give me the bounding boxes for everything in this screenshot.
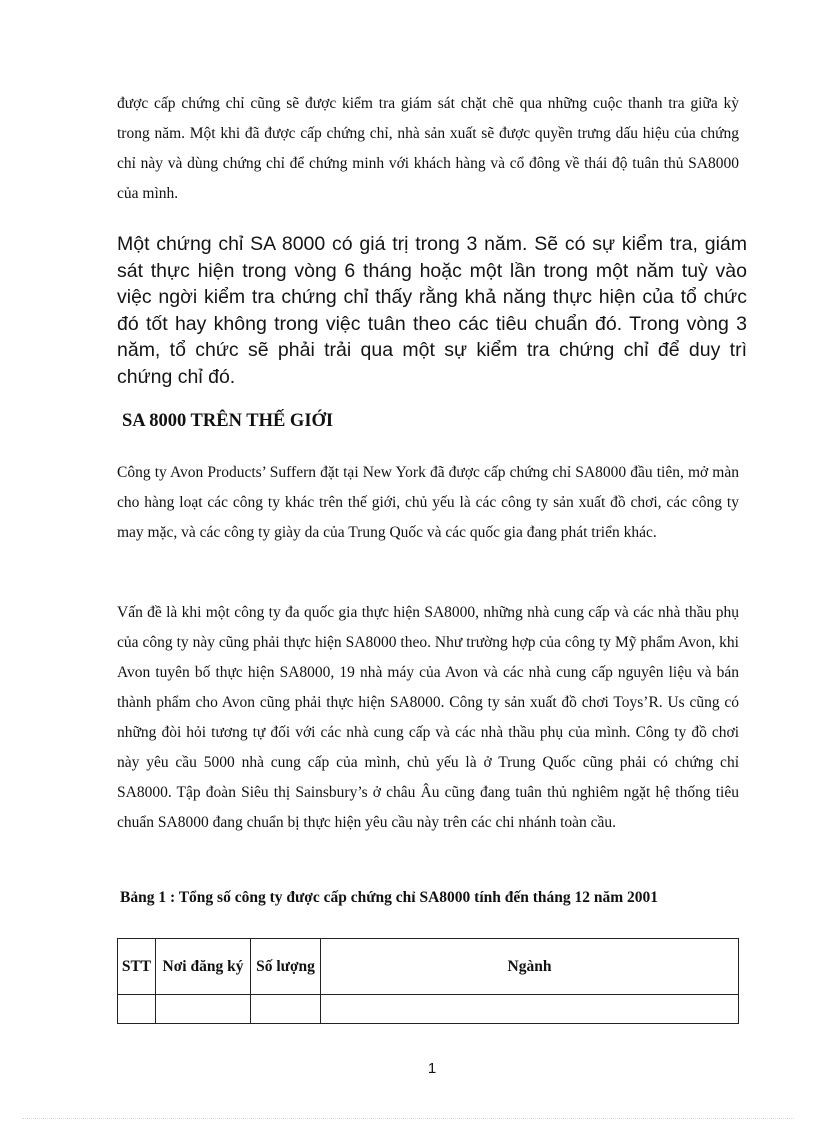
header-stt: STT [118, 939, 156, 995]
certification-table [117, 938, 739, 1024]
page-number: 1 [427, 1060, 437, 1077]
paragraph-certification-inspection: được cấp chứng chỉ cũng sẽ được kiểm tra giám sát chặt chẽ qua những cuộc thanh tra giữa kỳ trong năm. Một khi đã được cấp chứng chỉ, nhà sản xuất sẽ được quyền trưng dấu hiệu của chứng chỉ này và dùng chứng chỉ để chứng minh với khách hàng và cổ đông về thái độ tuân thủ SA8000 của mình. [117, 95, 739, 202]
paragraph-multinational: Vấn đề là khi một công ty đa quốc gia thực hiện SA8000, những nhà cung cấp và các nhà thầu phụ của công ty này cũng phải thực hiện SA8000 theo. Như trường hợp của công ty Mỹ phẩm Avon, khi Avon tuyên bố thực hiện SA8000, 19 nhà máy của Avon và các nhà cung cấp nguyên liệu và bán thành phẩm cho Avon cũng phải thực hiện SA8000. Công ty sản xuất đồ chơi Toys’R. Us cũng có những đòi hỏi tương tự đối với các nhà cung cấp và các nhà thầu phụ của mình. Công ty đồ chơi này yêu cầu 5000 nhà cung cấp của mình, chủ yếu là ở Trung Quốc cũng phải có chứng chỉ SA8000. Tập đoàn Siêu thị Sainsbury’s ở châu Âu cũng đang tuân thủ nghiêm ngặt hệ thống tiêu chuẩn SA8000 đang chuẩn bị thực hiện yêu cầu này trên các chi nhánh toàn cầu. [117, 604, 739, 831]
paragraph-validity: Một chứng chỉ SA 8000 có giá trị trong 3 năm. Sẽ có sự kiểm tra, giám sát thực hiện trong vòng 6 tháng hoặc một lần trong một năm tuỳ vào việc ngời kiểm tra chứng chỉ thấy rằng khả năng thực hiện của tổ chức đó tốt hay không trong việc tuân theo các tiêu chuẩn đó. Trong vòng 3 năm, tổ chức sẽ phải trải qua một sự kiểm tra chứng chỉ để duy trì chứng chỉ đó. [117, 233, 747, 388]
header-place: Nơi đăng ký [156, 939, 251, 995]
page-bottom-divider [22, 1118, 794, 1119]
paragraph-avon-first: Công ty Avon Products’ Suffern đặt tại New York đã được cấp chứng chỉ SA8000 đầu tiên, mở màn cho hàng loạt các công ty khác trên thế giới, chủ yếu là các công ty sản xuất đồ chơi, các công ty may mặc, và các công ty giày da của Trung Quốc và các quốc gia đang phát triển khác. [117, 464, 739, 541]
table-row [118, 995, 739, 1024]
table-caption: Bảng 1 : Tổng số công ty được cấp chứng chỉ SA8000 tính đến tháng 12 năm 2001 [120, 889, 659, 906]
header-count: Số lượng [251, 939, 321, 995]
table-cell [251, 995, 321, 1024]
header-industry: Ngành [321, 939, 739, 995]
table-cell [118, 995, 156, 1024]
table-cell [156, 995, 251, 1024]
table-cell [321, 995, 739, 1024]
table-header-row [118, 939, 739, 995]
section-heading: SA 8000 TRÊN THẾ GIỚI [122, 411, 334, 431]
